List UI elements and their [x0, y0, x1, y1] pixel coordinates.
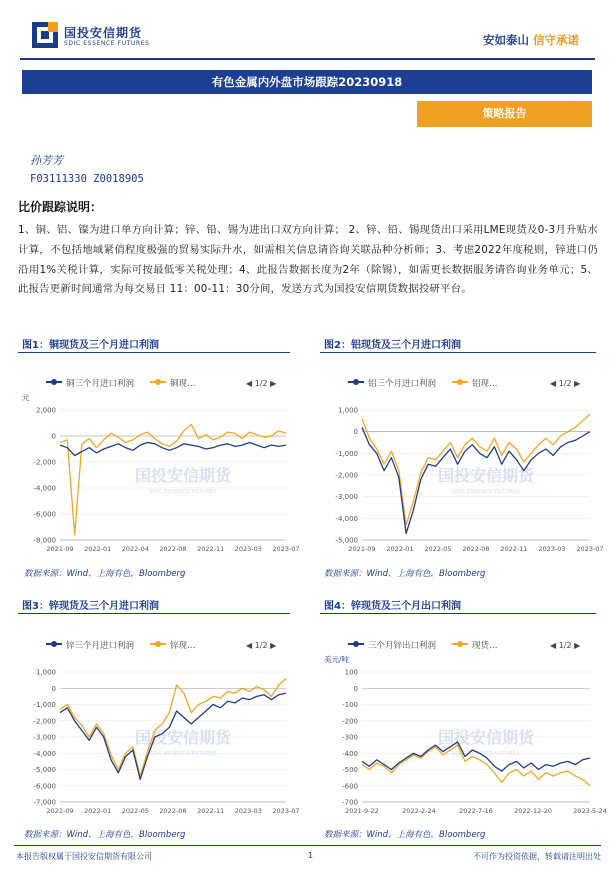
figure-2-source: 数据来源：Wind、上海有色，Bloomberg — [324, 569, 486, 579]
legend-label: 铝三个月进口利润 — [368, 379, 437, 389]
figure-1-title: 图1：铜现货及三个月进口利润 — [22, 340, 159, 351]
x-tick-label: 2022-2-24 — [402, 807, 436, 815]
y-tick-label: -8,000 — [33, 536, 56, 545]
legend-label: 锌现… — [170, 641, 196, 651]
watermark-text-en: SDIC ESSENCE FUTURES — [452, 489, 520, 495]
figure-4-rule — [320, 613, 596, 614]
x-tick-label: 2023-03 — [538, 545, 566, 553]
y-tick-label: -2,000 — [335, 471, 358, 480]
axis-unit-label: 美元/吨 — [324, 655, 350, 664]
footer-copyright: 本报告版权属于国投安信期货有限公司 — [16, 852, 152, 861]
x-tick-label: 2021-09 — [348, 545, 376, 553]
chart-zinc-import-profit — [18, 624, 300, 824]
x-tick-label: 2022-7-16 — [459, 807, 493, 815]
axis-unit-label: 元 — [22, 393, 30, 402]
y-tick-label: -400 — [342, 749, 358, 758]
y-tick-label: 100 — [344, 668, 358, 677]
y-tick-label: -1,000 — [335, 449, 358, 458]
chart-legend — [348, 640, 581, 651]
legend-marker — [353, 379, 359, 385]
y-tick-label: -2,000 — [33, 717, 56, 726]
brand-name-en: SDIC ESSENCE FUTURES — [64, 40, 150, 47]
y-tick-label: 1,000 — [35, 668, 56, 677]
x-tick-label: 2021-09 — [46, 807, 74, 815]
header-divider — [20, 58, 595, 60]
y-tick-label: -7,000 — [33, 798, 56, 807]
y-tick-label: -3,000 — [33, 733, 56, 742]
watermark-text-en: SDIC ESSENCE FUTURES — [149, 489, 217, 495]
legend-marker — [457, 379, 463, 385]
figure-2-title: 图2：铝现货及三个月进口利润 — [324, 340, 461, 351]
footer-disclaimer: 不可作为投资依据，转载请注明出处 — [473, 852, 601, 861]
slogan-part-a: 安如泰山 — [482, 33, 529, 47]
x-tick-label: 2021-9-22 — [345, 807, 379, 815]
watermark-text: 国投安信期货 — [437, 466, 535, 485]
watermark-text: 国投安信期货 — [134, 466, 232, 485]
author-name: 孙芳芳 — [30, 154, 63, 167]
x-tick-label: 2022-08 — [159, 545, 187, 553]
x-tick-label: 2022-08 — [159, 807, 187, 815]
y-tick-label: -100 — [342, 701, 358, 709]
y-tick-label: -5,000 — [335, 536, 358, 545]
x-tick-label: 2022-05 — [424, 545, 452, 553]
y-tick-label: -4,000 — [33, 749, 56, 758]
x-tick-label: 2021-09 — [46, 545, 74, 553]
x-tick-label: 2022-11 — [197, 545, 225, 553]
y-tick-label: -6,000 — [33, 510, 56, 519]
x-tick-label: 2023-07 — [272, 545, 300, 553]
y-tick-label: -600 — [342, 782, 358, 791]
x-tick-label: 2023-07 — [272, 807, 300, 815]
y-tick-label: 0 — [353, 684, 358, 693]
footer-divider — [14, 845, 601, 846]
x-tick-label: 2022-04 — [121, 545, 149, 553]
figure-1-source: 数据来源：Wind、上海有色，Bloomberg — [24, 569, 186, 579]
legend-marker — [457, 641, 463, 647]
legend-marker — [51, 379, 57, 385]
x-tick-label: 2022-12-20 — [514, 807, 552, 815]
y-tick-label: -2,000 — [33, 458, 56, 467]
legend-pager: ◀ 1/2 ▶ — [550, 379, 581, 388]
x-tick-label: 2022-11 — [197, 807, 225, 815]
y-tick-label: 0 — [353, 428, 358, 437]
watermark-text-en: SDIC ESSENCE FUTURES — [452, 751, 520, 757]
figure-2-rule — [320, 352, 596, 353]
company-logo-icon — [32, 22, 58, 48]
x-tick-label: 2022-01 — [84, 807, 112, 815]
y-tick-label: 2,000 — [35, 406, 56, 415]
chart-legend — [46, 378, 277, 389]
legend-label: 锌三个月进口利润 — [66, 641, 135, 651]
report-type-badge: 策略报告 — [417, 101, 592, 127]
section-heading: 比价跟踪说明： — [18, 200, 103, 214]
figure-4-source: 数据来源：Wind、上海有色，Bloomberg — [324, 830, 486, 840]
y-tick-label: -700 — [342, 798, 358, 807]
chart-copper-import-profit — [18, 362, 300, 562]
brand-name: 国投安信期货 — [64, 26, 143, 40]
legend-pager: ◀ 1/2 ▶ — [550, 641, 581, 650]
page-number: 1 — [308, 851, 314, 860]
x-tick-label: 2022-11 — [500, 545, 528, 553]
x-tick-label: 2023-07 — [576, 545, 604, 553]
y-tick-label: 1,000 — [337, 406, 358, 415]
slogan-part-b: 信守承诺 — [533, 33, 579, 47]
y-tick-label: 0 — [51, 684, 56, 693]
x-tick-label: 2023-03 — [234, 545, 262, 553]
legend-pager: ◀ 1/2 ▶ — [246, 379, 277, 388]
y-tick-label: 0 — [51, 432, 56, 441]
legend-label: 现货… — [472, 641, 498, 651]
x-tick-label: 2022-05 — [121, 807, 149, 815]
y-tick-label: -500 — [342, 766, 358, 774]
y-tick-label: -5,000 — [33, 766, 56, 774]
x-tick-label: 2022-08 — [462, 545, 490, 553]
figure-4-title: 图4：锌现货及三个月出口利润 — [324, 601, 461, 612]
y-tick-label: -4,000 — [335, 514, 358, 523]
y-tick-label: -6,000 — [33, 782, 56, 791]
figure-3-title: 图3：锌现货及三个月进口利润 — [22, 601, 159, 612]
figure-3-source: 数据来源：Wind、上海有色，Bloomberg — [24, 830, 186, 840]
legend-label: 铜三个月进口利润 — [66, 379, 135, 389]
watermark-text-en: SDIC ESSENCE FUTURES — [149, 751, 217, 757]
figure-3-rule — [18, 613, 290, 614]
x-tick-label: 2023-5-24 — [573, 807, 607, 815]
legend-marker — [155, 641, 161, 647]
x-tick-label: 2022-01 — [386, 545, 414, 553]
y-tick-label: -3,000 — [335, 493, 358, 502]
x-tick-label: 2022-01 — [84, 545, 112, 553]
y-tick-label: -4,000 — [33, 484, 56, 493]
x-tick-label: 2023-03 — [234, 807, 262, 815]
watermark-text: 国投安信期货 — [134, 728, 232, 747]
legend-pager: ◀ 1/2 ▶ — [246, 641, 277, 650]
description-paragraph: 1、铜、铝、镍为进口单方向计算；锌、铅、锡为进出口双方向计算； 2、锌、铅、锡现货出口采用LME现货及0-3月升贴水计算，不包括地域紧俏程度极强的贸易实际升水，如需相关信息请咨询关联品种分析师；3、考虑2022年度税则，锌进口仍沿用1%关税计算，实际可按最低零关税处理；4、此报告数据长度为2年（除锡），如需更长数据服务请咨询业务单元；5、此报告更新时间通常为每交易日 11：00-11：30分间，发送方式为国投安信期货数据投研平台。 — [18, 224, 598, 296]
chart-legend — [348, 378, 581, 389]
legend-label: 铜现… — [170, 379, 196, 389]
y-tick-label: -1,000 — [33, 701, 56, 709]
y-tick-label: -300 — [342, 733, 358, 742]
chart-zinc-export-profit — [320, 624, 607, 824]
figure-1-rule — [18, 352, 290, 353]
legend-marker — [51, 641, 57, 647]
legend-marker — [353, 641, 359, 647]
legend-label: 铝现… — [472, 379, 498, 389]
chart-legend — [46, 640, 277, 651]
author-cert-numbers: F03111330 Z0018905 — [30, 173, 144, 185]
legend-label: 三个月锌出口利润 — [368, 641, 437, 651]
chart-aluminum-import-profit — [320, 362, 604, 562]
slogan — [483, 32, 579, 48]
watermark-text: 国投安信期货 — [437, 728, 535, 747]
report-title: 有色金属内外盘市场跟踪20230918 — [22, 70, 592, 94]
y-tick-label: -200 — [342, 717, 358, 726]
legend-marker — [155, 379, 161, 385]
